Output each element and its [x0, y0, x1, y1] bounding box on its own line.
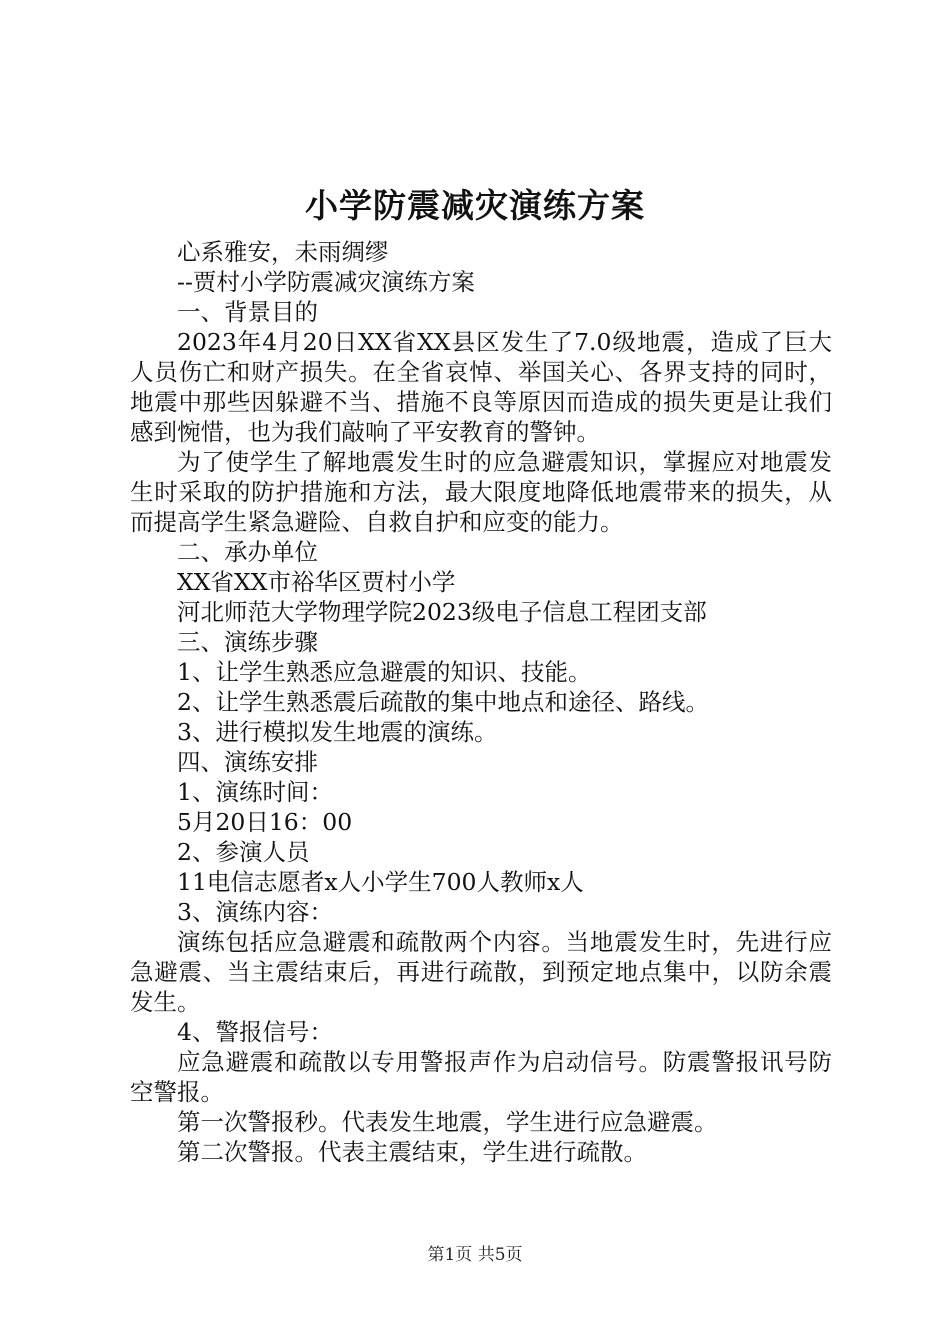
document-body — [130, 237, 832, 1167]
list-item: 3、演练内容： — [177, 898, 333, 926]
paragraph: XX省XX市裕华区贾村小学 — [177, 568, 456, 596]
paragraph: 11电信志愿者x人小学生700人教师x人 — [177, 868, 584, 896]
page-footer: 第1页 共5页 — [427, 1245, 523, 1265]
paragraph: 为了使学生了解地震发生时的应急避震知识，掌握应对地震发生时采取的防护措施和方法，最大限度地降低地震带来的损失，从而提高学生紧急避险、自救自护和应变的能力。 — [130, 448, 832, 536]
list-item: 3、进行模拟发生地震的演练。 — [177, 718, 498, 746]
paragraph: 5月20日16：00 — [177, 808, 353, 836]
list-item: 1、演练时间： — [177, 778, 333, 806]
paragraph: 河北师范大学物理学院2023级电子信息工程团支部 — [177, 598, 707, 626]
paragraph: 应急避震和疏散以专用警报声作为启动信号。防震警报讯号防空警报。 — [130, 1048, 832, 1106]
paragraph: 演练包括应急避震和疏散两个内容。当地震发生时，先进行应急避震、当主震结束后，再进行疏散，到预定地点集中，以防余震发生。 — [130, 928, 832, 1016]
list-item: 1、让学生熟悉应急避震的知识、技能。 — [177, 658, 592, 686]
list-item: 2、参演人员 — [177, 838, 310, 866]
section-heading: 三、演练步骤 — [177, 628, 318, 656]
paragraph: 第一次警报秒。代表发生地震，学生进行应急避震。 — [177, 1108, 718, 1136]
paragraph: 2023年4月20日XX省XX县区发生了7.0级地震，造成了巨大人员伤亡和财产损失。在全省哀悼、举国关心、各界支持的同时，地震中那些因躲避不当、措施不良等原因而造成的损失更是让我们感到惋惜，也为我们敲响了平安教育的警钟。 — [130, 328, 832, 446]
document-title: 小学防震减灾演练方案 — [305, 186, 645, 225]
section-heading: 四、演练安排 — [177, 748, 318, 776]
paragraph: --贾村小学防震减灾演练方案 — [177, 268, 475, 296]
section-heading: 二、承办单位 — [177, 538, 318, 566]
list-item: 4、警报信号： — [177, 1018, 333, 1046]
paragraph: 心系雅安，未雨绸缪 — [177, 238, 389, 266]
paragraph: 第二次警报。代表主震结束，学生进行疏散。 — [177, 1138, 647, 1166]
section-heading: 一、背景目的 — [177, 298, 318, 326]
list-item: 2、让学生熟悉震后疏散的集中地点和途径、路线。 — [177, 688, 709, 716]
